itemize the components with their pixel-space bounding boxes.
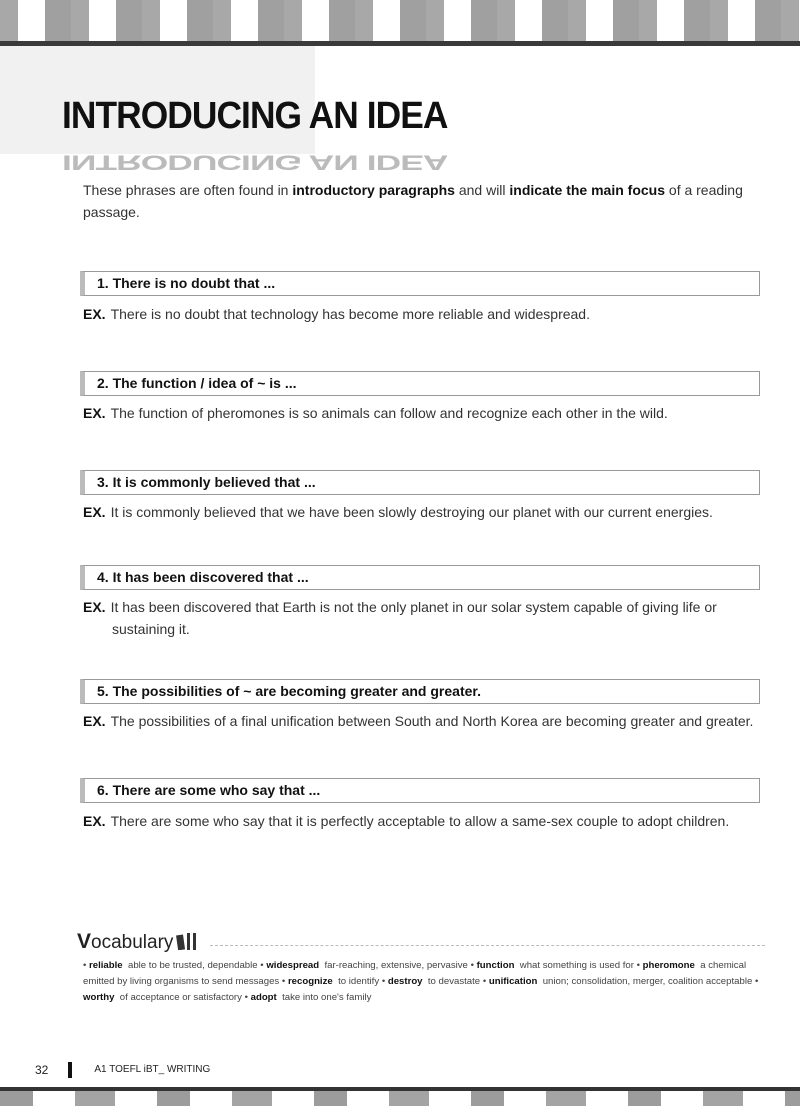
- page-footer: [35, 1062, 210, 1078]
- phrase-heading: 3. It is commonly believed that ...: [80, 470, 760, 495]
- vocab-definition: union; consolidation, merger, coalition acceptable: [542, 976, 753, 987]
- vocab-definition: take into one's family: [282, 992, 372, 1003]
- intro-paragraph: [83, 179, 763, 223]
- intro-text: These phrases are often found in: [83, 182, 293, 198]
- phrase-example: [83, 710, 763, 732]
- bullet: •: [83, 960, 87, 971]
- ex-label: EX.: [83, 599, 106, 615]
- vocabulary-title: ocabulary: [91, 932, 174, 953]
- bullet: •: [244, 992, 248, 1003]
- vocab-word: worthy: [83, 992, 115, 1003]
- books-icon: [176, 932, 198, 958]
- bullet: •: [754, 976, 759, 987]
- vocab-word: adopt: [250, 992, 277, 1003]
- ex-label: EX.: [83, 306, 106, 322]
- vocabulary-entry: [260, 960, 470, 971]
- book-title: A1 TOEFL iBT_ WRITING: [94, 1064, 211, 1075]
- phrase-example: [83, 596, 763, 640]
- bullet: •: [482, 976, 487, 987]
- intro-emphasis: indicate the main focus: [509, 182, 666, 198]
- intro-text: and will: [454, 182, 510, 198]
- page-title-reflection: INTRODUCING AN IDEA: [62, 150, 448, 174]
- vocabulary-heading: [77, 929, 198, 955]
- page-number: 32: [35, 1063, 49, 1077]
- vocab-definition: able to be trusted, dependable: [127, 960, 258, 971]
- vocab-definition: a chemical emitted by living organisms to send messages: [83, 960, 747, 987]
- vocab-definition: to identify: [338, 976, 380, 987]
- phrase-heading: 1. There is no doubt that ...: [80, 271, 760, 296]
- vocabulary-entry: [382, 976, 483, 987]
- vocab-word: widespread: [266, 960, 320, 971]
- vocabulary-list: [83, 958, 768, 1006]
- bullet: •: [636, 960, 640, 971]
- ex-label: EX.: [83, 504, 106, 520]
- vocabulary-initial: V: [77, 930, 92, 953]
- phrase-example: [83, 810, 763, 832]
- phrase-heading: 2. The function / idea of ~ is ...: [80, 371, 760, 396]
- vocab-definition: to devastate: [427, 976, 481, 987]
- intro-emphasis: introductory paragraphs: [292, 182, 455, 198]
- intro-text: of a reading passage.: [83, 182, 743, 220]
- vocab-definition: far-reaching, extensive, pervasive: [324, 960, 468, 971]
- phrase-example: [83, 402, 763, 424]
- footer-separator: [68, 1062, 72, 1078]
- vocab-word: destroy: [387, 976, 423, 987]
- vocabulary-entry: [245, 992, 372, 1003]
- vocab-word: function: [476, 960, 515, 971]
- vocabulary-entry: [483, 976, 755, 987]
- vocabulary-entry: [282, 976, 382, 987]
- example-text: It is commonly believed that we have been slowly destroying our planet with our current energies.: [110, 504, 713, 520]
- example-text: The possibilities of a final unification between South and North Korea are becoming greater and greater.: [110, 713, 754, 729]
- vocab-word: reliable: [89, 960, 123, 971]
- top-stripe-decoration: [0, 0, 800, 42]
- phrase-example: [83, 303, 763, 325]
- vocab-word: recognize: [287, 976, 333, 987]
- bullet: •: [260, 960, 264, 971]
- phrase-example: [83, 501, 763, 523]
- phrase-heading: 6. There are some who say that ...: [80, 778, 760, 803]
- vocabulary-divider: [210, 945, 765, 946]
- bullet: •: [281, 976, 286, 987]
- vocab-definition: of acceptance or satisfactory: [119, 992, 242, 1003]
- phrase-heading: 4. It has been discovered that ...: [80, 565, 760, 590]
- vocab-definition: what something is used for: [519, 960, 634, 971]
- vocabulary-entry: [83, 960, 260, 971]
- example-text: There are some who say that it is perfectly acceptable to allow a same-sex couple to adopt children.: [110, 813, 730, 829]
- ex-label: EX.: [83, 713, 106, 729]
- vocab-word: unification: [488, 976, 538, 987]
- page-title: INTRODUCING AN IDEA: [62, 95, 448, 137]
- ex-label: EX.: [83, 405, 106, 421]
- bullet: •: [470, 960, 474, 971]
- phrase-heading: 5. The possibilities of ~ are becoming greater and greater.: [80, 679, 760, 704]
- example-text: It has been discovered that Earth is not the only planet in our solar system capable of giving life or sustaining it.: [110, 599, 717, 637]
- ex-label: EX.: [83, 813, 106, 829]
- example-text: The function of pheromones is so animals can follow and recognize each other in the wild.: [110, 405, 668, 421]
- vocab-word: pheromone: [642, 960, 695, 971]
- bullet: •: [381, 976, 386, 987]
- bottom-stripe-decoration: [0, 1091, 800, 1106]
- example-text: There is no doubt that technology has become more reliable and widespread.: [110, 306, 590, 322]
- vocabulary-entry: [471, 960, 637, 971]
